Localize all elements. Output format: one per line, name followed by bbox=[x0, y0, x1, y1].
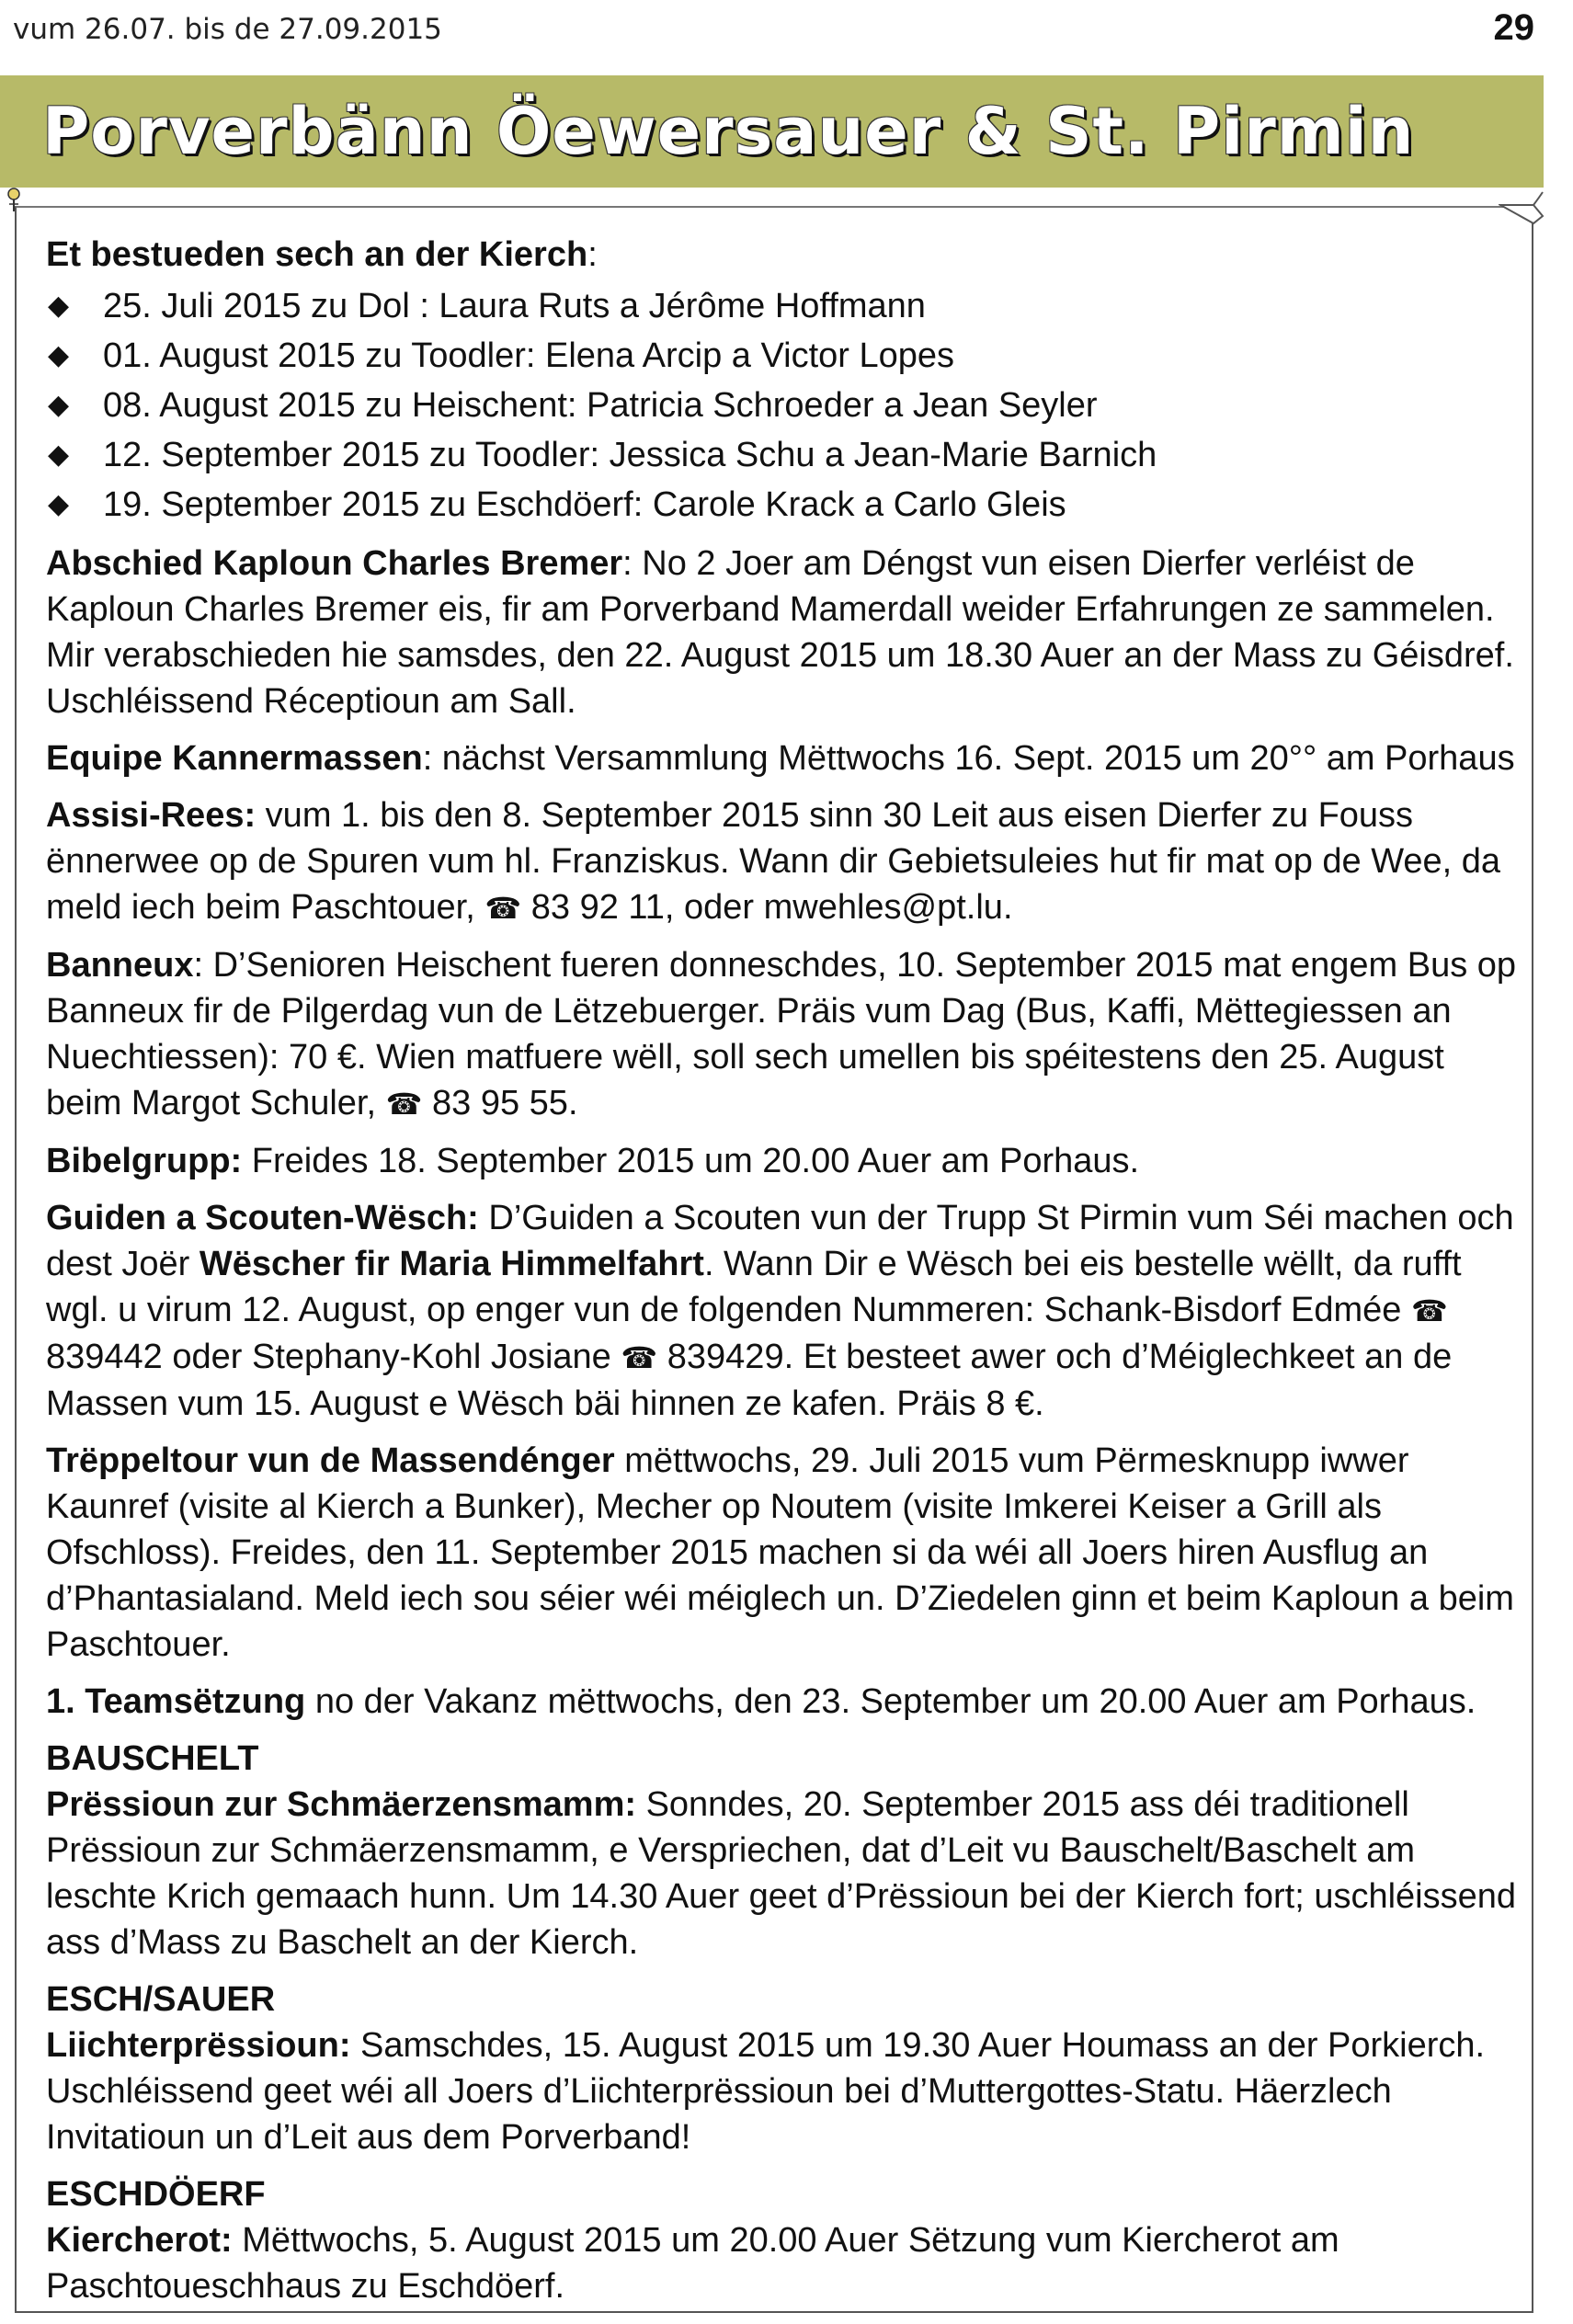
eschdoerf-heading: ESCHDÖERF bbox=[46, 2175, 266, 2214]
eschdoerf-text: Mëttwochs, 5. August 2015 um 20.00 Auer Sëtzung vum Kiercherot am Paschtoueschhaus zu Eschdöerf. bbox=[46, 2221, 1339, 2306]
article-content bbox=[46, 232, 1526, 2320]
esch-sauer-paragraph bbox=[46, 2022, 1526, 2160]
assisi-text: vum 1. bis den 8. September 2015 sinn 30 Leit aus eisen Dierfer zu Fouss ënnerwee op de Spuren vum hl. Franziskus. Wann dir Gebietsuleies hut fir mat op de Wee, da meld iech beim Paschtouer, bbox=[46, 796, 1501, 927]
phone-icon: ☎ bbox=[621, 1340, 658, 1375]
list-item bbox=[46, 281, 1526, 331]
diamond-bullet-icon: ◆ bbox=[48, 290, 70, 322]
diamond-bullet-icon: ◆ bbox=[48, 439, 70, 471]
weddings-heading: Et bestueden sech an der Kierch bbox=[46, 235, 588, 274]
teamsetzung-label: 1. Teamsëtzung bbox=[46, 1682, 306, 1721]
bibelgrupp-text: Freides 18. September 2015 um 20.00 Auer am Porhaus. bbox=[242, 1142, 1140, 1180]
esch-sauer-text: Samschdes, 15. August 2015 um 19.30 Auer Houmass an der Porkierch. Uschléissend geet wéi all Joers d’Liichterprëssioun bei d’Muttergottes-Statu. Häerzlech Invitatioun un d’Leit aus dem Porverband! bbox=[46, 2026, 1486, 2157]
assisi-label: Assisi-Rees: bbox=[46, 796, 256, 835]
guiden-text-3: 839442 oder Stephany-Kohl Josiane bbox=[46, 1338, 621, 1376]
bibelgrupp-paragraph bbox=[46, 1138, 1526, 1184]
equipe-label: Equipe Kannermassen bbox=[46, 739, 423, 778]
treppeltour-text: mëttwochs, 29. Juli 2015 vum Përmesknupp iwwer Kaunref (visite al Kierch a Bunker), Mecher op Noutem (visite Imkerei Keiser a Grill als Ofschloss). Freides, den 11. September 2015 machen si da wéi all Joers hiren Ausflug an d’Phantasialand. Meld iech sou séier wéi méiglech un. D’Ziedelen ginn et beim Kaploun a beim Paschtouer. bbox=[46, 1441, 1514, 1664]
wedding-text: 12. September 2015 zu Toodler: Jessica Schu a Jean-Marie Barnich bbox=[103, 436, 1157, 474]
bibelgrupp-label: Bibelgrupp: bbox=[46, 1142, 243, 1180]
abschied-label: Abschied Kaploun Charles Bremer bbox=[46, 544, 623, 583]
esch-sauer-heading: ESCH/SAUER bbox=[46, 1980, 276, 2019]
abschied-text: : No 2 Joer am Déngst vun eisen Dierfer verléist de Kaploun Charles Bremer eis, fir am Porverband Mamerdall weider Erfahrungen ze sammelen. Mir verabschieden hie samsdes, den 22. August 2015 um 18.30 Auer an der Mass zu Géisdref. Uschléissend Réceptioun am Sall. bbox=[46, 544, 1514, 721]
eschdoerf-paragraph bbox=[46, 2217, 1526, 2309]
phone-icon: ☎ bbox=[1410, 1293, 1448, 1328]
list-item bbox=[46, 430, 1526, 480]
guiden-paragraph bbox=[46, 1195, 1526, 1427]
phone-icon: ☎ bbox=[385, 1087, 423, 1122]
wedding-text: 19. September 2015 zu Eschdöerf: Carole Krack a Carlo Gleis bbox=[103, 485, 1066, 524]
weddings-heading-line bbox=[46, 232, 1526, 278]
assisi-contact: 83 92 11, oder mwehles@pt.lu. bbox=[521, 888, 1013, 927]
equipe-text: : nächst Versammlung Mëttwochs 16. Sept. 2015 um 20°° am Porhaus bbox=[422, 739, 1515, 778]
phone-icon: ☎ bbox=[484, 891, 522, 926]
bauschelt-heading: BAUSCHELT bbox=[46, 1739, 259, 1778]
page-curl-icon bbox=[1499, 188, 1545, 225]
teamsetzung-paragraph bbox=[46, 1679, 1526, 1725]
abschied-paragraph bbox=[46, 541, 1526, 724]
wedding-text: 08. August 2015 zu Heischent: Patricia Schroeder a Jean Seyler bbox=[103, 386, 1098, 425]
wedding-text: 25. Juli 2015 zu Dol : Laura Ruts a Jérôme Hoffmann bbox=[103, 287, 926, 325]
guiden-text-2: . Wann Dir e Wësch bei eis bestelle wëllt, da rufft wgl. u virum 12. August, op enger vun de folgenden Nummeren: Schank-Bisdorf Edmée bbox=[46, 1245, 1462, 1329]
diamond-bullet-icon: ◆ bbox=[48, 488, 70, 520]
list-item bbox=[46, 480, 1526, 530]
guiden-text-4: 839429. Et besteet awer och d’Méiglechkeet an de Massen vum 15. August e Wësch bäi hinnen ze kafen. Präis 8 €. bbox=[46, 1338, 1453, 1423]
weddings-heading-suffix: : bbox=[587, 235, 598, 274]
wedding-text: 01. August 2015 zu Toodler: Elena Arcip a Victor Lopes bbox=[103, 336, 955, 375]
teamsetzung-text: no der Vakanz mëttwochs, den 23. September um 20.00 Auer am Porhaus. bbox=[305, 1682, 1476, 1721]
treppeltour-label: Trëppeltour vun de Massendénger bbox=[46, 1441, 615, 1480]
page-number: 29 bbox=[1493, 7, 1534, 48]
banneux-paragraph bbox=[46, 942, 1526, 1127]
diamond-bullet-icon: ◆ bbox=[48, 389, 70, 421]
bauschelt-label: Prëssioun zur Schmäerzensmamm: bbox=[46, 1785, 637, 1824]
list-item bbox=[46, 381, 1526, 430]
banner-title: Porverbänn Öewersauer & St. Pirmin bbox=[42, 94, 1415, 169]
guiden-text-1: D’Guiden a Scouten vun der Trupp St Pirmin vum Séi machen och dest Joër bbox=[46, 1199, 1514, 1283]
guiden-label: Guiden a Scouten-Wësch: bbox=[46, 1199, 479, 1237]
eschdoerf-label: Kiercherot: bbox=[46, 2221, 233, 2260]
banneux-text: : D’Senioren Heischent fueren donneschdes, 10. September 2015 mat engem Bus op Banneux fir de Pilgerdag vun de Lëtzebuerger. Präis vum Dag (Bus, Kaffi, Mëttegiessen an Nuechtiessen): 70 €. Wien matfuere wëll, soll sech umellen bis spéitestens den 25. August beim Margot Schuler, bbox=[46, 946, 1517, 1122]
equipe-paragraph bbox=[46, 735, 1526, 781]
esch-sauer-label: Liichterprëssioun: bbox=[46, 2026, 351, 2065]
weddings-list bbox=[46, 281, 1526, 530]
bauschelt-text: Sonndes, 20. September 2015 ass déi traditionell Prëssioun zur Schmäerzensmamm, e Verspriechen, dat d’Leit vu Bauschelt/Baschelt am leschte Krich gemaach hunn. Um 14.30 Auer geet d’Prëssioun bei der Kierch fort; uschléissend ass d’Mass zu Baschelt an der Kierch. bbox=[46, 1785, 1517, 1962]
list-item bbox=[46, 331, 1526, 381]
treppeltour-paragraph bbox=[46, 1438, 1526, 1668]
guiden-bold-2: Wëscher fir Maria Himmelfahrt bbox=[199, 1245, 704, 1283]
bauschelt-paragraph bbox=[46, 1782, 1526, 1965]
header-date-range: vum 26.07. bis de 27.09.2015 bbox=[13, 13, 442, 46]
banneux-contact: 83 95 55. bbox=[422, 1084, 578, 1122]
banneux-label: Banneux bbox=[46, 946, 194, 985]
assisi-paragraph bbox=[46, 792, 1526, 931]
diamond-bullet-icon: ◆ bbox=[48, 339, 70, 371]
